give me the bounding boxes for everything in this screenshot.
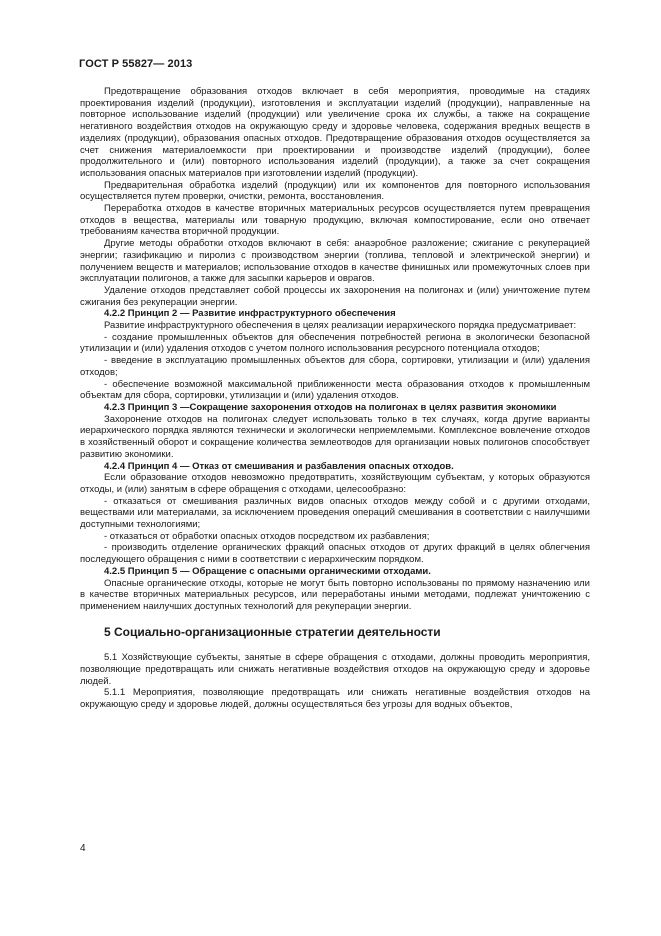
paragraph: Предварительная обработка изделий (продукции) или их компонентов для повторного использования осуществляется путем проверки, очистки, ремонта, восстановления.	[80, 179, 590, 203]
document-body	[80, 86, 590, 711]
page-number: 4	[80, 843, 86, 854]
paragraph: Опасные органические отходы, которые не могут быть повторно использованы по прямому назначению или в качестве вторичных материальных ресурсов, или переработаны иными методами, подлежат уничтожению с применением наилучших доступных технологий для рекуперации энергии.	[80, 577, 590, 612]
list-item: - производить отделение органических фракций опасных отходов от других фракций в целях облегчения последующего обращения с ними в соответствии с иерархическим порядком.	[80, 542, 590, 566]
list-item: - отказаться от обработки опасных отходов посредством их разбавления;	[104, 530, 430, 542]
paragraph: Переработка отходов в качестве вторичных материальных ресурсов осуществляется путем превращения отходов в вещества, материалы или товарную продукцию, включая компостирование, если оно отвечает требованиям качества вторичной продукции.	[80, 203, 590, 238]
list-item: - создание промышленных объектов для обеспечения потребностей региона в экологически безопасной утилизации и (или) удаления отходов с учетом полного использования ресурсного потенциала отходов;	[80, 331, 590, 355]
paragraph: 5.1 Хозяйствующие субъекты, занятые в сфере обращения с отходами, должны проводить мероприятия, позволяющие предотвращать или снижать негативные воздействия отходов на окружающую среду и здоровье людей.	[80, 652, 590, 687]
list-item: - введение в эксплуатацию промышленных объектов для сбора, сортировки, утилизации и (или) удаления отходов;	[80, 355, 590, 378]
subsection-heading: 4.2.2 Принцип 2 — Развитие инфраструктурного обеспечения	[104, 308, 396, 320]
subsection-heading: 4.2.5 Принцип 5 — Обращение с опасными органическими отходами.	[104, 565, 431, 577]
list-item: - отказаться от смешивания различных видов опасных отходов между собой и с другими отходами, веществами или материалами, за исключением проведения операций смешивания в соответствии с наилучшими доступными технологиями;	[80, 495, 590, 531]
paragraph: Если образование отходов невозможно предотвратить, хозяйствующим субъектам, у которых образуются отходы, и (или) занятым в сфере обращения с отходами, целесообразно:	[80, 472, 590, 495]
paragraph: Другие методы обработки отходов включают в себя: анаэробное разложение; сжигание с рекуперацией энергии; газификацию и пиролиз с производством энергии (топлива, тепловой и электрической энергии) и получением веществ и материалов; использование отходов в качестве финишных или промежуточных слоев при эксплуатации полигонов, а также для засыпки карьеров и оврагов.	[80, 238, 590, 285]
paragraph: Развитие инфраструктурного обеспечения в целях реализации иерархического порядка предусматривает:	[104, 320, 577, 332]
paragraph: Предотвращение образования отходов включает в себя мероприятия, проводимые на стадиях проектирования изделий (продукции), изготовления и эксплуатации изделий (продукции), направленные на повторное использование изделий (продукции) или увеличение срока их службы, а также на сокращение негативного воздействия отходов на окружающую среду и здоровье человека, содержания вредных веществ в изделиях (продукции), образования опасных отходов. Предотвращение образования отходов осуществляется за счет снижения материалоемкости при проектировании и производстве изделий (продукции), более продолжительного и (или) повторного использования изделий (продукции), а также за счет сокращения использования опасных материалов при изготовлении изделий (продукции).	[80, 86, 590, 179]
list-item: - обеспечение возможной максимальной приближенности места образования отходов к промышленным объектам для сбора, сортировки, утилизации и (или) удаления отходов.	[80, 378, 590, 402]
subsection-heading: 4.2.3 Принцип 3 —Сокращение захоронения отходов на полигонах в целях развития экономики	[104, 401, 557, 413]
document-header: ГОСТ Р 55827— 2013	[79, 58, 193, 70]
subsection-heading: 4.2.4 Принцип 4 — Отказ от смешивания и разбавления опасных отходов.	[104, 460, 454, 472]
section-title: 5 Социально-организационные стратегии деятельности	[104, 624, 441, 639]
paragraph: Удаление отходов представляет собой процессы их захоронения на полигонах и (или) уничтожение путем сжигания без рекуперации энергии.	[80, 284, 590, 308]
paragraph: 5.1.1 Мероприятия, позволяющие предотвращать или снижать негативные воздействия отходов на окружающую среду и здоровье людей, должны осуществляться без угрозы для водных объектов,	[80, 687, 590, 711]
paragraph: Захоронение отходов на полигонах следует использовать только в тех случаях, когда другие варианты иерархического порядка являются технически и экологически неприемлемыми. Комплексное вовлечение отходов в хозяйственный оборот и сокращение количества землеотводов для организации новых полигонов способствует развитию экономики.	[80, 413, 590, 460]
